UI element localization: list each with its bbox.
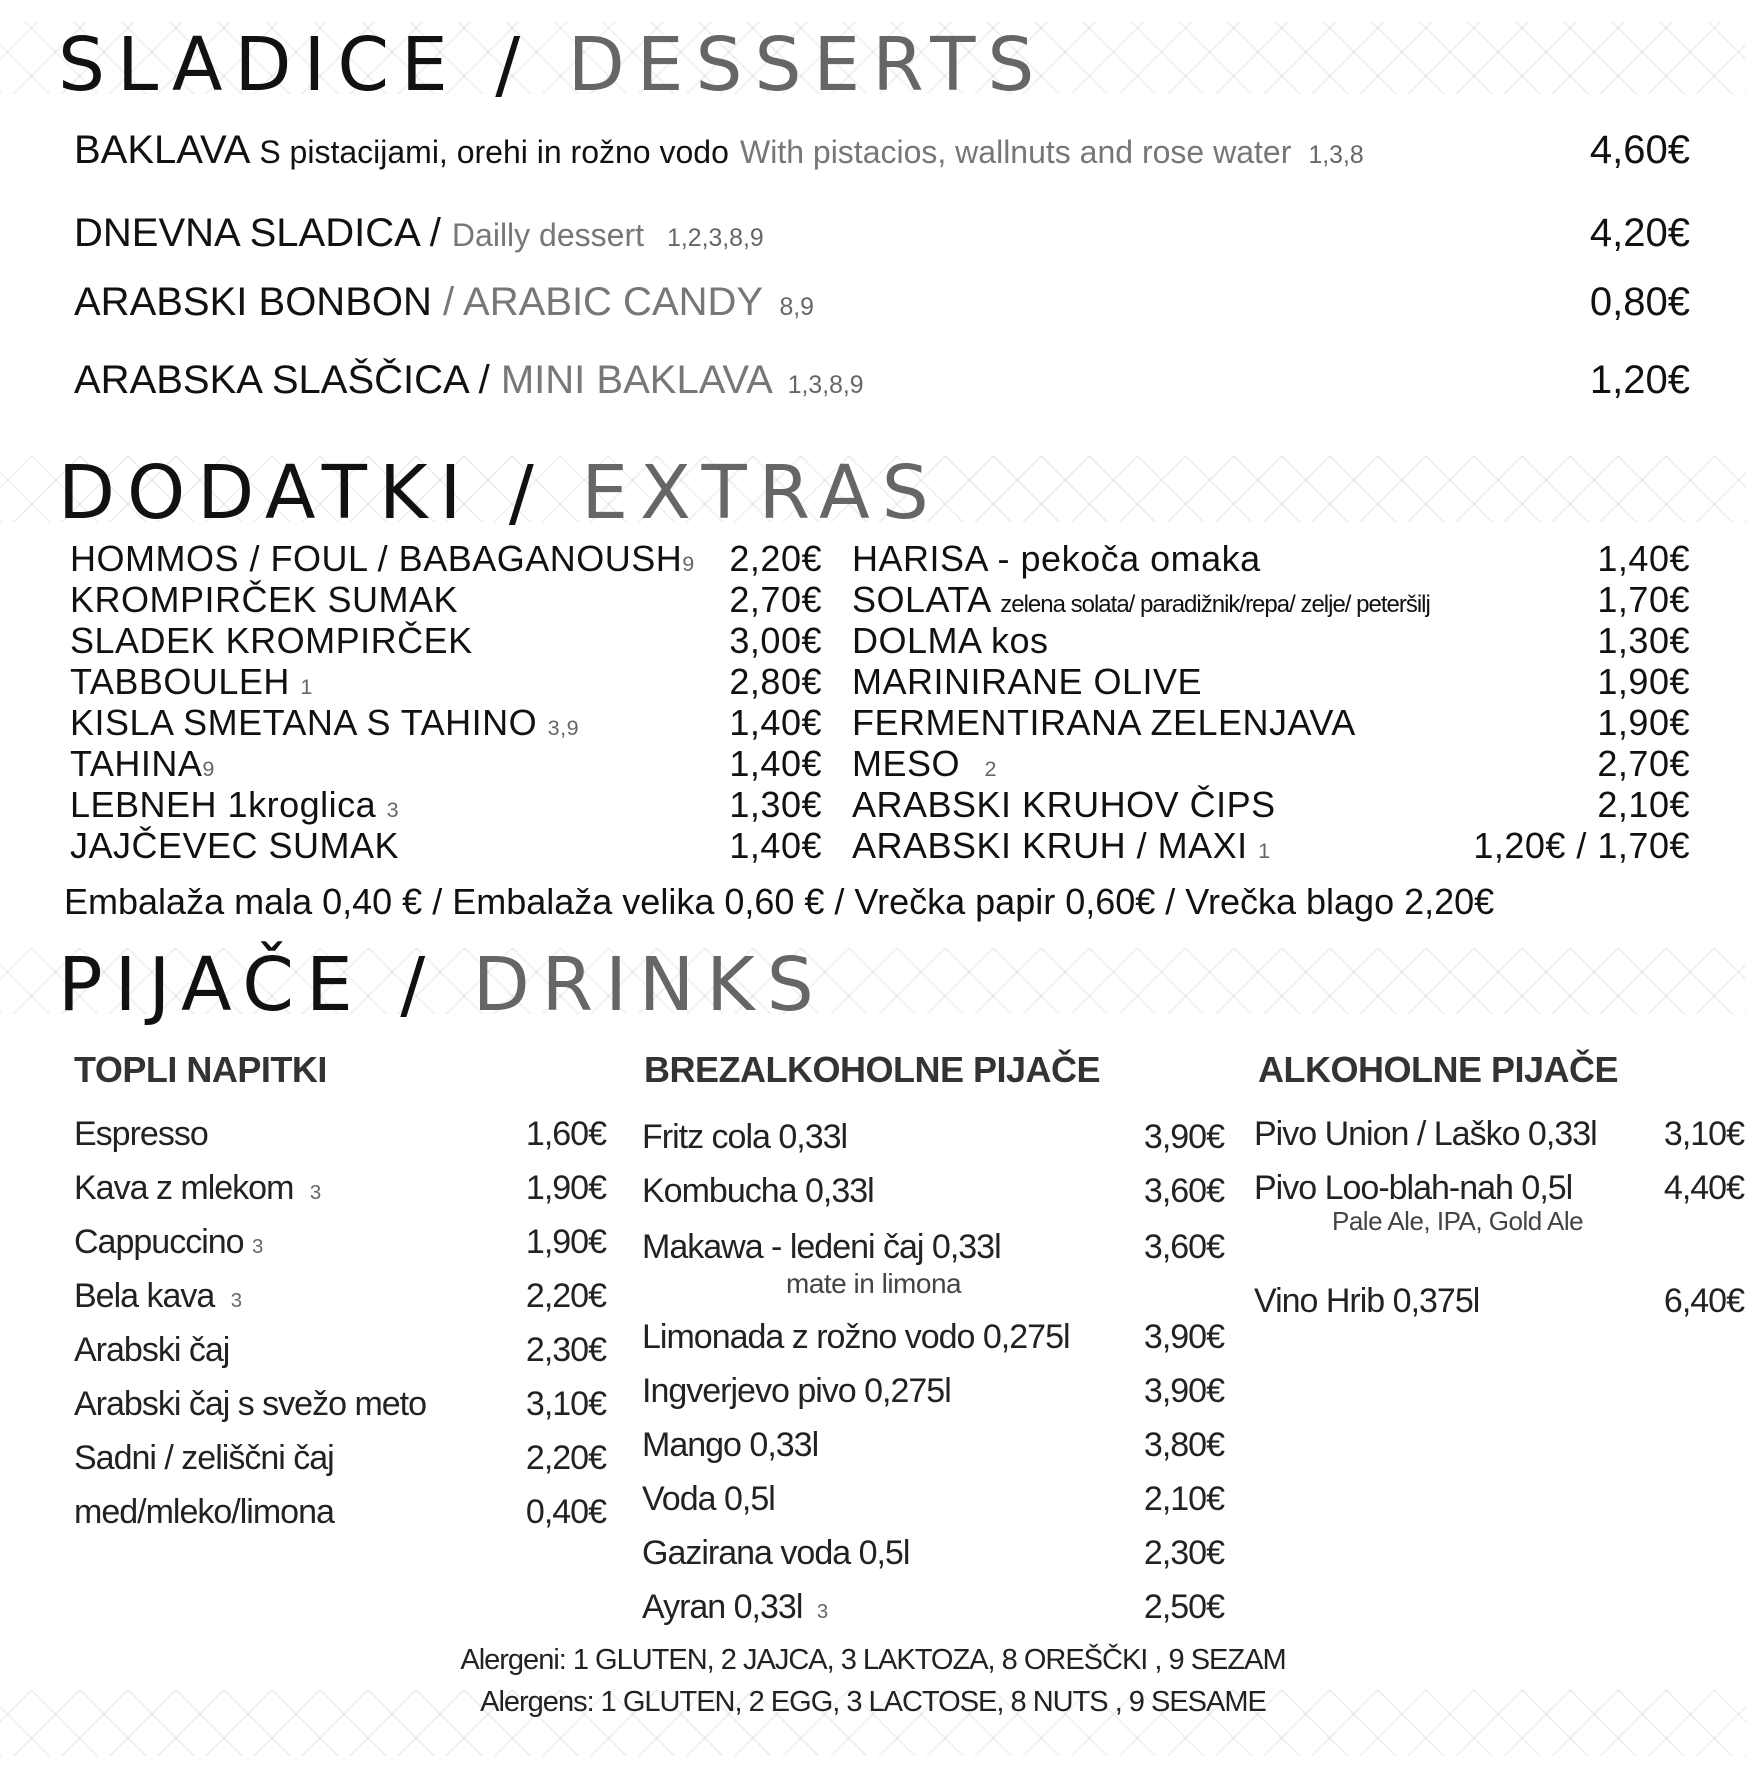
hot-drink-item: Arabski čaj bbox=[74, 1331, 230, 1369]
hot-drink-item: Arabski čaj s svežo meto bbox=[74, 1385, 427, 1423]
soft-drinks-title: BREZALKOHOLNE PIJAČE bbox=[644, 1049, 1101, 1090]
soft-drink-item: Kombucha 0,33l bbox=[642, 1172, 874, 1210]
soft-drink-item: Voda 0,5l bbox=[642, 1480, 775, 1518]
extra-item: MARINIRANE OLIVE bbox=[852, 661, 1203, 702]
dessert-price-baklava: 4,60€ bbox=[1589, 128, 1690, 172]
dessert-item-baklava: BAKLAVA S pistacijami, orehi in rožno vodo With pistacios, wallnuts and rose water 1,3,8 bbox=[74, 128, 1364, 172]
dessert-item-dnevna-sladica: DNEVNA SLADICA / Dailly dessert 1,2,3,8,9 bbox=[74, 211, 764, 255]
alcohol-drink-item: Pivo Union / Laško 0,33l bbox=[1254, 1115, 1597, 1153]
alcohol-drink-price: 3,10€ bbox=[1663, 1115, 1744, 1153]
extra-item: ARABSKI KRUHOV ČIPS bbox=[852, 784, 1276, 825]
extra-item: MESO 2 bbox=[852, 743, 998, 784]
allergens-en: Alergens: 1 GLUTEN, 2 EGG, 3 LACTOSE, 8 NUTS , 9 SESAME bbox=[480, 1686, 1266, 1718]
dessert-item-arabski-bonbon: ARABSKI BONBON / ARABIC CANDY 8,9 bbox=[74, 280, 814, 324]
hot-drink-item: Sadni / zeliščni čaj bbox=[74, 1439, 334, 1477]
extra-item: TABBOULEH 1 bbox=[70, 661, 313, 702]
extra-price: 2,10€ bbox=[1597, 784, 1690, 825]
alcohol-drink-price: 4,40€ bbox=[1663, 1169, 1744, 1207]
hot-drink-item: Kava z mlekom 3 bbox=[74, 1169, 321, 1207]
extra-item: KROMPIRČEK SUMAK bbox=[70, 579, 459, 620]
extra-price: 1,40€ bbox=[729, 702, 822, 743]
extra-price: 1,40€ bbox=[729, 825, 822, 866]
hot-drink-price: 1,90€ bbox=[525, 1223, 606, 1261]
extra-price: 1,30€ bbox=[729, 784, 822, 825]
alcohol-drink-subtitle: Pale Ale, IPA, Gold Ale bbox=[1332, 1206, 1584, 1236]
soft-drink-item: Mango 0,33l bbox=[642, 1426, 819, 1464]
allergens-sl: Alergeni: 1 GLUTEN, 2 JAJCA, 3 LAKTOZA, 8 OREŠČKI , 9 SEZAM bbox=[460, 1644, 1286, 1676]
soft-drink-item: Gazirana voda 0,5l bbox=[642, 1534, 910, 1572]
dessert-price-dnevna-sladica: 4,20€ bbox=[1589, 211, 1690, 255]
extra-price: 1,40€ bbox=[1597, 538, 1690, 579]
extra-item: JAJČEVEC SUMAK bbox=[70, 825, 400, 866]
alcohol-drinks-title: ALKOHOLNE PIJAČE bbox=[1258, 1049, 1619, 1090]
extra-price: 1,90€ bbox=[1597, 702, 1690, 743]
soft-drink-price: 2,10€ bbox=[1143, 1480, 1224, 1518]
hot-drink-price: 2,20€ bbox=[525, 1277, 606, 1315]
extra-price: 2,20€ bbox=[729, 538, 822, 579]
soft-drink-item: Makawa - ledeni čaj 0,33l bbox=[642, 1228, 1001, 1266]
dessert-price-arabska-slascica: 1,20€ bbox=[1589, 358, 1690, 402]
extra-price: 2,70€ bbox=[1597, 743, 1690, 784]
hot-drink-item: Bela kava 3 bbox=[74, 1277, 242, 1315]
soft-drink-item: Limonada z rožno vodo 0,275l bbox=[642, 1318, 1070, 1356]
hot-drink-item: Espresso bbox=[74, 1115, 208, 1153]
soft-drink-price: 3,60€ bbox=[1143, 1228, 1224, 1266]
extra-item: HARISA - pekoča omaka bbox=[852, 538, 1261, 579]
hot-drink-price: 2,20€ bbox=[525, 1439, 606, 1477]
extra-item: SLADEK KROMPIRČEK bbox=[70, 620, 473, 661]
soft-drink-price: 2,50€ bbox=[1143, 1588, 1224, 1626]
soft-drink-price: 3,60€ bbox=[1143, 1172, 1224, 1210]
extra-item: TAHINA9 bbox=[70, 743, 215, 784]
hot-drinks-title: TOPLI NAPITKI bbox=[74, 1049, 327, 1090]
hot-drink-price: 3,10€ bbox=[525, 1385, 606, 1423]
extra-item: FERMENTIRANA ZELENJAVA bbox=[852, 702, 1356, 743]
soft-drink-item: Ingverjevo pivo 0,275l bbox=[642, 1372, 951, 1410]
hot-drink-item: Cappuccino 3 bbox=[74, 1223, 263, 1261]
extra-item: HOMMOS / FOUL / BABAGANOUSH9 bbox=[70, 538, 695, 579]
hot-drink-price: 0,40€ bbox=[525, 1493, 606, 1531]
hot-drink-price: 2,30€ bbox=[525, 1331, 606, 1369]
dessert-price-arabski-bonbon: 0,80€ bbox=[1589, 280, 1690, 324]
soft-drink-price: 3,90€ bbox=[1143, 1118, 1224, 1156]
soft-drink-price: 3,90€ bbox=[1143, 1318, 1224, 1356]
alcohol-drink-item: Pivo Loo-blah-nah 0,5l bbox=[1254, 1169, 1573, 1207]
hot-drink-item: med/mleko/limona bbox=[74, 1493, 334, 1531]
alcohol-drink-price: 6,40€ bbox=[1663, 1282, 1744, 1320]
extra-price: 2,70€ bbox=[729, 579, 822, 620]
extra-price: 1,90€ bbox=[1597, 661, 1690, 702]
dessert-item-arabska-slascica: ARABSKA SLAŠČICA / MINI BAKLAVA 1,3,8,9 bbox=[74, 358, 864, 402]
desserts-heading: SLADICE / DESSERTS bbox=[58, 22, 1047, 108]
extras-heading: DODATKI / EXTRAS bbox=[58, 450, 941, 536]
soft-drink-subtitle: mate in limona bbox=[786, 1268, 962, 1299]
extra-price: 1,30€ bbox=[1597, 620, 1690, 661]
hot-drink-price: 1,60€ bbox=[525, 1115, 606, 1153]
extra-price: 3,00€ bbox=[729, 620, 822, 661]
soft-drink-price: 3,90€ bbox=[1143, 1372, 1224, 1410]
packaging-note: Embalaža mala 0,40 € / Embalaža velika 0,60 € / Vrečka papir 0,60€ / Vrečka blago 2,20€ bbox=[64, 881, 1495, 922]
soft-drink-item: Ayran 0,33l 3 bbox=[642, 1588, 828, 1626]
extra-price: 1,40€ bbox=[729, 743, 822, 784]
soft-drink-price: 2,30€ bbox=[1143, 1534, 1224, 1572]
extra-price: 1,70€ bbox=[1597, 579, 1690, 620]
hot-drink-price: 1,90€ bbox=[525, 1169, 606, 1207]
extra-item: ARABSKI KRUH / MAXI 1 bbox=[852, 825, 1271, 866]
soft-drink-item: Fritz cola 0,33l bbox=[642, 1118, 848, 1156]
drinks-heading: PIJAČE / DRINKS bbox=[58, 942, 826, 1028]
extra-item: SOLATA zelena solata/ paradižnik/repa/ zelje/ peteršilj bbox=[852, 579, 1430, 620]
extra-price: 2,80€ bbox=[729, 661, 822, 702]
soft-drink-price: 3,80€ bbox=[1143, 1426, 1224, 1464]
extra-price: 1,20€ / 1,70€ bbox=[1473, 825, 1690, 866]
extra-item: DOLMA kos bbox=[852, 620, 1049, 661]
extra-item: LEBNEH 1kroglica 3 bbox=[70, 784, 400, 825]
alcohol-drink-item: Vino Hrib 0,375l bbox=[1254, 1282, 1480, 1320]
extra-item: KISLA SMETANA S TAHINO 3,9 bbox=[70, 702, 580, 743]
